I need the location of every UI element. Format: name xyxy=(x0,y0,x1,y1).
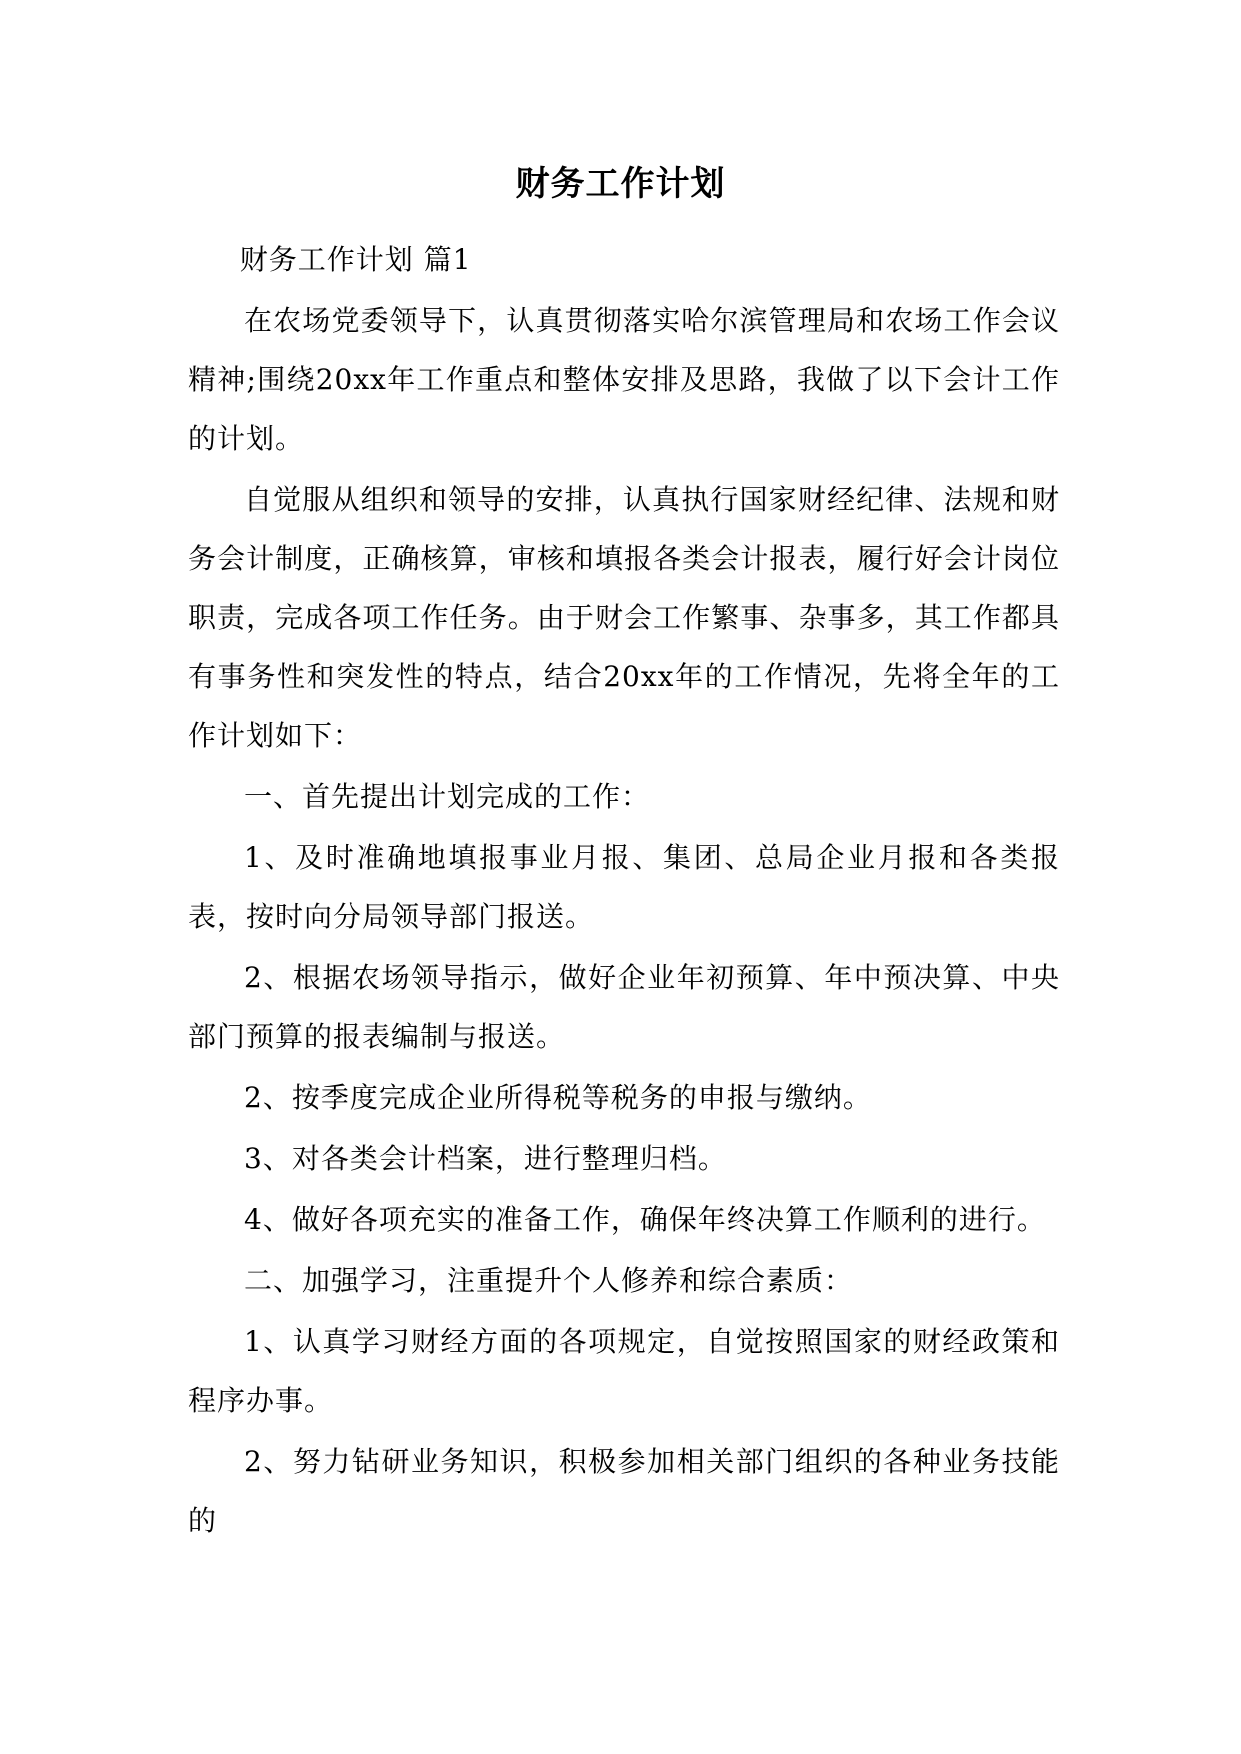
section-heading-1: 一、首先提出计划完成的工作： xyxy=(244,780,651,813)
list-item: 2、努力钻研业务知识，积极参加相关部门组织的各种业务技能的 xyxy=(188,1445,1060,1537)
section-subtitle: 财务工作计划 篇1 xyxy=(239,243,472,276)
paragraph-intro: 在农场党委领导下，认真贯彻落实哈尔滨管理局和农场工作会议精神;围绕20xx年工作重点和整体安排及思路，我做了以下会计工作的计划。 xyxy=(188,304,1060,455)
document-title: 财务工作计划 xyxy=(515,164,726,204)
document-body xyxy=(188,230,1060,1550)
list-item: 1、认真学习财经方面的各项规定，自觉按照国家的财经政策和程序办事。 xyxy=(188,1325,1060,1417)
paragraph-overview: 自觉服从组织和领导的安排，认真执行国家财经纪律、法规和财务会计制度，正确核算，审核和填报各类会计报表，履行好会计岗位职责，完成各项工作任务。由于财会工作繁事、杂事多，其工作都具有事务性和突发性的特点，结合20xx年的工作情况，先将全年的工作计划如下： xyxy=(188,483,1060,752)
list-item: 4、做好各项充实的准备工作，确保年终决算工作顺利的进行。 xyxy=(244,1203,1046,1236)
list-item: 1、及时准确地填报事业月报、集团、总局企业月报和各类报表，按时向分局领导部门报送。 xyxy=(188,841,1060,933)
list-item: 2、按季度完成企业所得税等税务的申报与缴纳。 xyxy=(244,1081,872,1114)
section-heading-2: 二、加强学习，注重提升个人修养和综合素质： xyxy=(244,1264,854,1297)
list-item: 2、根据农场领导指示，做好企业年初预算、年中预决算、中央部门预算的报表编制与报送。 xyxy=(188,961,1060,1053)
list-item: 3、对各类会计档案，进行整理归档。 xyxy=(244,1142,727,1175)
